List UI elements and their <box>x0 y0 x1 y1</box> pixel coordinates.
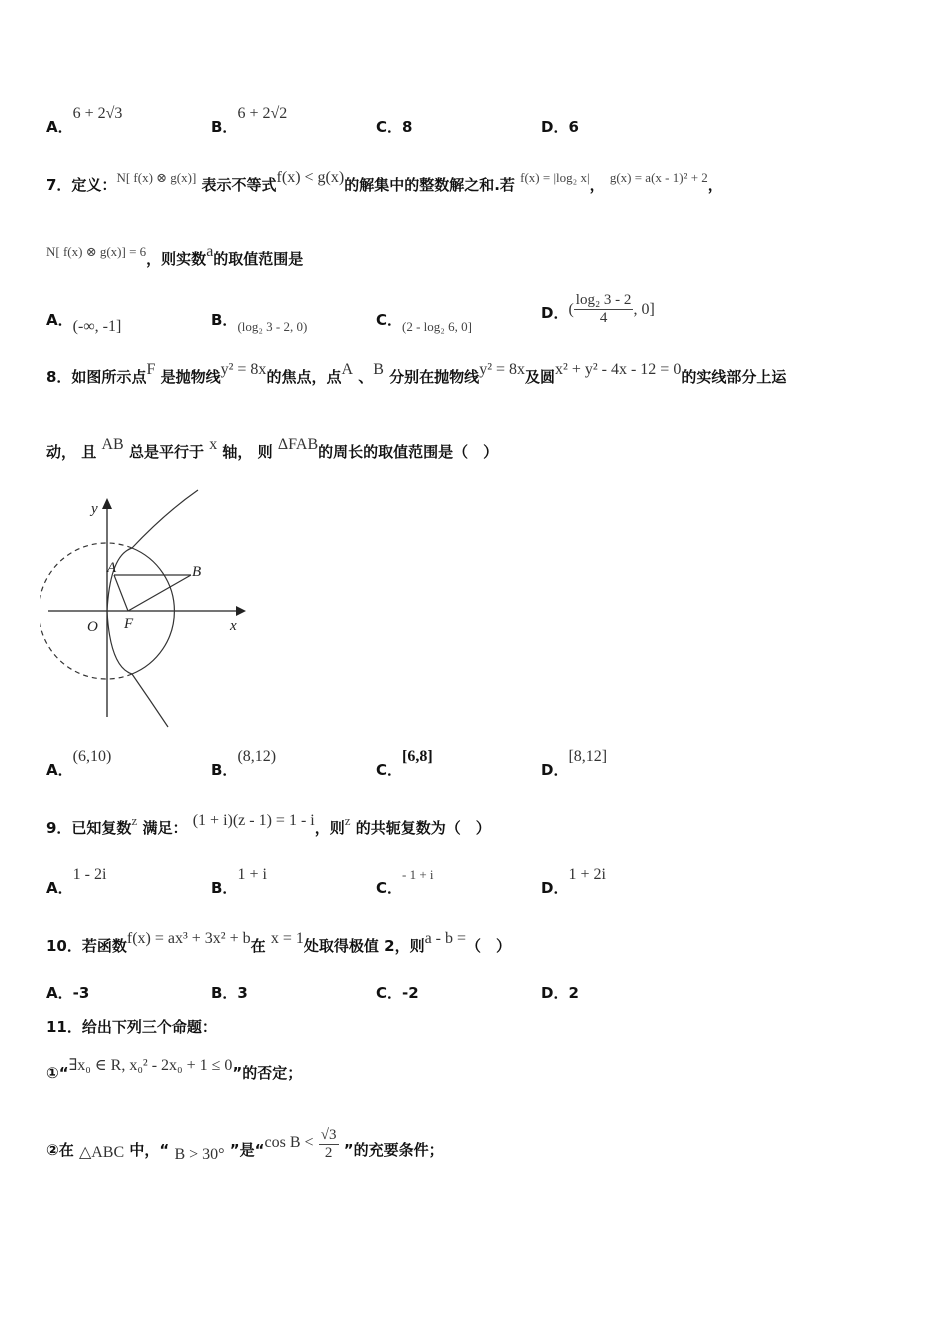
q10-option-b: B．3 <box>211 984 248 1002</box>
label-a: A <box>107 560 117 576</box>
q8-stem-line1: 8．如图所示点F 是抛物线y² = 8x的焦点，点A 、B 分别在抛物线y² = 8x及圆x² + y² - 4x - 12 = 0的实线部分上运 <box>46 361 787 386</box>
parabola-lower <box>107 611 168 727</box>
q9-option-d: D．1 + 2i <box>541 866 606 897</box>
q8-stem-line2: 动， 且 AB 总是平行于 x 轴， 则 ΔFAB的周长的取值范围是（ ） <box>46 436 499 461</box>
q10-option-c: C．-2 <box>376 984 419 1002</box>
q7-option-b: B．(log₂ 3 - 2, 0) <box>211 311 308 334</box>
q6-option-b-math: 6 + 2√2 <box>237 105 288 122</box>
q8-figure <box>40 485 250 735</box>
q6-option-b: B．6 + 2√2 <box>211 105 288 136</box>
q8-option-c: C．[6,8] <box>376 748 433 779</box>
q11-proposition-2: ②在 △ABC 中，“ B > 30° ”是“cos B < $\frac{√3}{2}$ ”的充要条件； <box>46 1127 444 1163</box>
label-x: x <box>230 618 237 634</box>
q9-option-a: A．1 - 2i <box>46 866 107 897</box>
q10-stem: 10．若函数f(x) = ax³ + 3x² + b在 x = 1处取得极值 2，则a - b =（ ） <box>46 930 512 955</box>
label-b: B <box>192 564 202 580</box>
q7-option-a: A．(-∞, -1] <box>46 311 122 335</box>
label-f: F <box>124 616 134 632</box>
q10-option-d: D．2 <box>541 984 579 1002</box>
label-y: y <box>91 501 98 517</box>
q11-proposition-1: ①“∃x₀ ∈ R, x₀² - 2x₀ + 1 ≤ 0”的否定； <box>46 1057 303 1082</box>
q7-option-c: C．(2 - log₂ 6, 0] <box>376 311 472 334</box>
segment-af <box>114 575 128 611</box>
q10-option-a: A．-3 <box>46 984 90 1002</box>
q7-option-d: D．( $\frac{\text{log₂ 3 - 2}}{4}$ , 0] <box>541 292 655 326</box>
y-axis-arrow <box>102 498 112 509</box>
q6-option-a-math: 6 + 2√3 <box>72 105 123 122</box>
segment-bf <box>128 575 191 611</box>
q9-option-c: C．- 1 + i <box>376 867 434 897</box>
x-axis-arrow <box>236 606 246 616</box>
q7-option-d-fraction: $\frac{\text{log₂ 3 - 2}}{4}$ <box>575 292 632 326</box>
q7-stem-line1: 7．定义：N[ f(x) ⊗ g(x)] 表示不等式f(x) < g(x)的解集中的整数解之和.若 f(x) = |log₂ x|， g(x) = a(x - 1)² + 2， <box>46 169 723 194</box>
q9-stem: 9．已知复数z 满足： (1 + i)(z - 1) = 1 - i，则z 的共轭复数为（ ） <box>46 812 491 837</box>
q9-option-b: B．1 + i <box>211 866 267 897</box>
q6-option-c: C．8 <box>376 118 413 136</box>
label-o: O <box>87 619 98 635</box>
q11-sqrt3-over-2: $\frac{√3}{2}$ <box>320 1127 337 1161</box>
q8-option-b: B．(8,12) <box>211 748 277 779</box>
q8-option-d: D．[8,12] <box>541 748 608 779</box>
q7-stem-line2: N[ f(x) ⊗ g(x)] = 6，则实数a的取值范围是 <box>46 243 304 268</box>
q6-option-d: D．6 <box>541 118 579 136</box>
q6-option-a: A．6 + 2√3 <box>46 105 123 136</box>
q8-option-a: A．(6,10) <box>46 748 112 779</box>
q11-stem: 11．给出下列三个命题： <box>46 1018 217 1036</box>
